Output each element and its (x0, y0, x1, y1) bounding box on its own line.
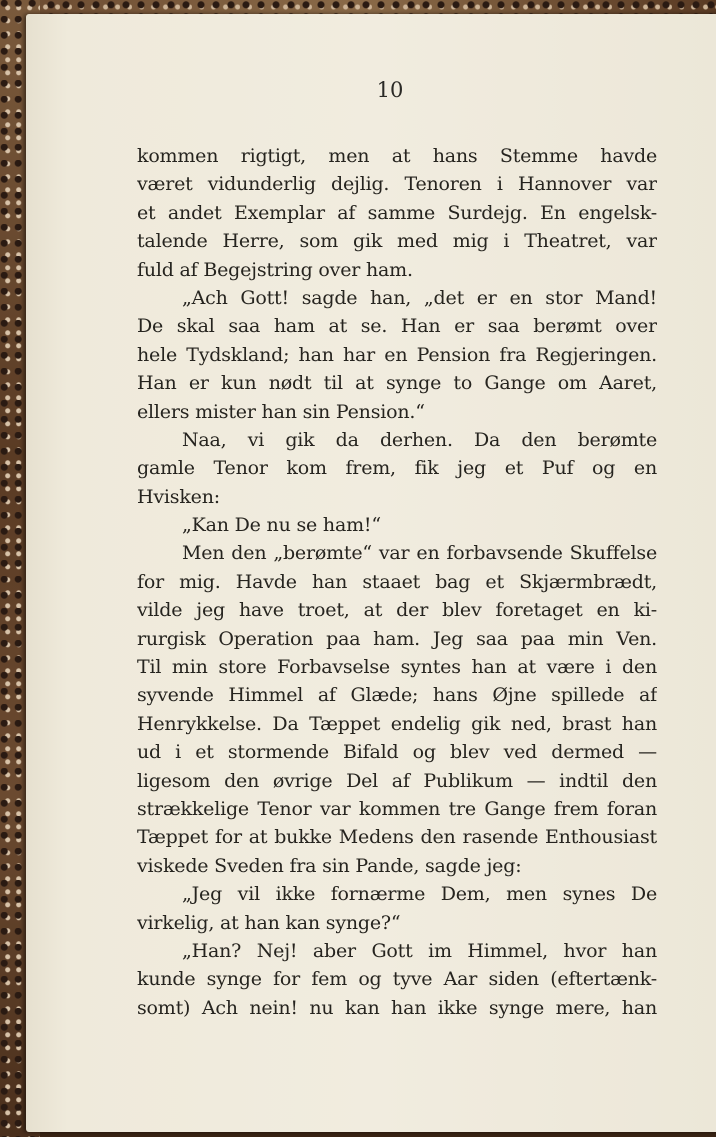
text-line: somt) Ach nein! nu kan han ikke synge mere, han (137, 996, 657, 1019)
text-line: for mig. Havde han staaet bag et Skjærmbrædt, (137, 570, 657, 593)
text-line: Men den „berømte“ var en forbavsende Skuffelse (182, 542, 657, 565)
text-line: vilde jeg have troet, at der blev foretaget en ki- (137, 599, 657, 622)
text-line: talende Herre, som gik med mig i Theatret, var (137, 230, 657, 253)
text-line: fuld af Begejstring over ham. (137, 258, 413, 281)
text-line: „Jeg vil ikke fornærme Dem, men synes De (182, 883, 657, 906)
text-line: gamle Tenor kom frem, fik jeg et Puf og en (137, 457, 657, 480)
text-line: strækkelige Tenor var kommen tre Gange frem foran (137, 797, 657, 820)
text-line: Hvisken: (137, 485, 220, 508)
text-line: syvende Himmel af Glæde; hans Øjne spillede af (137, 684, 657, 707)
text-line: Han er kun nødt til at synge to Gange om Aaret, (137, 372, 657, 395)
text-line: Tæppet for at bukke Medens den rasende Enthousiast (137, 826, 657, 849)
text-line: hele Tydskland; han har en Pension fra Regjeringen. (137, 343, 657, 366)
text-line: viskede Sveden fra sin Pande, sagde jeg: (137, 854, 522, 877)
text-line: „Han? Nej! aber Gott im Himmel, hvor han (182, 939, 657, 962)
text-line: „Kan De nu se ham!“ (182, 514, 381, 537)
text-line: ud i et stormende Bifald og blev ved dermed — (137, 741, 657, 764)
page-text (137, 142, 657, 1022)
text-line: kommen rigtigt, men at hans Stemme havde (137, 145, 657, 167)
text-line: ellers mister han sin Pension.“ (137, 400, 425, 423)
text-line: Henrykkelse. Da Tæppet endelig gik ned, brast han (137, 712, 657, 735)
text-line: kunde synge for fem og tyve Aar siden (eftertænk- (137, 968, 657, 991)
text-line: Til min store Forbavselse syntes han at være i den (137, 656, 657, 679)
text-line: virkelig, at han kan synge?“ (137, 911, 401, 934)
text-line: ligesom den øvrige Del af Publikum — indtil den (137, 769, 657, 792)
page-number: 10 (376, 78, 404, 102)
text-line: „Ach Gott! sagde han, „det er en stor Mand! (182, 286, 657, 309)
text-line: De skal saa ham at se. Han er saa berømt over (137, 315, 657, 338)
text-line: rurgisk Operation paa ham. Jeg saa paa min Ven. (137, 627, 657, 650)
text-line: været vidunderlig dejlig. Tenoren i Hannover var (137, 173, 657, 196)
text-line: et andet Exemplar af samme Surdejg. En engelsk- (137, 201, 657, 224)
text-line: Naa, vi gik da derhen. Da den berømte (182, 428, 657, 451)
